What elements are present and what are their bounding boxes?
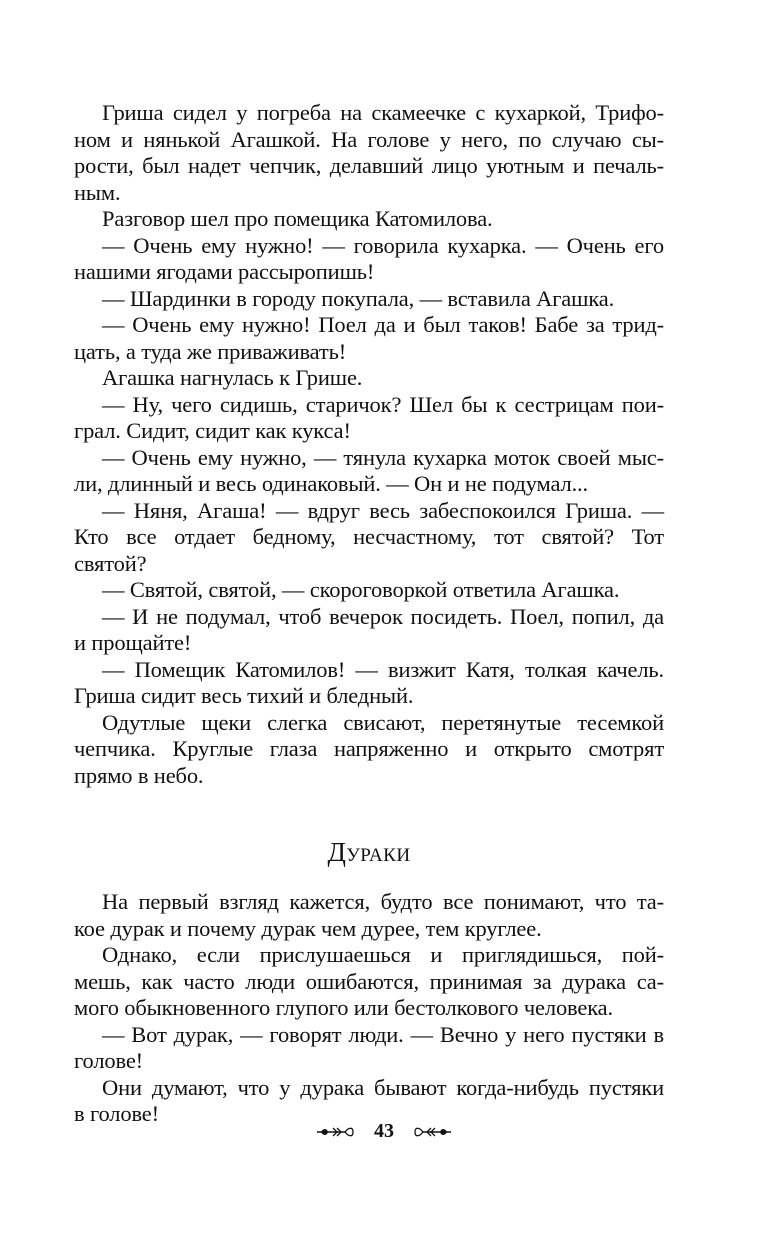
page-number: 43 — [374, 1120, 394, 1142]
text-line: — Помещик Катомилов! — визжит Катя, толкая качель. — [102, 656, 664, 682]
text-line: святой? — [74, 550, 147, 576]
text-line: — Шардинки в городу покупала, — вставила Агашка. — [102, 285, 615, 311]
text-line: голове! — [74, 1048, 144, 1073]
text-line: — Очень ему нужно! — говорила кухарка. — Очень его — [102, 232, 664, 258]
right-fleuron-icon — [413, 1125, 453, 1139]
text-line: — Вот дурак, — говорят люди. — Вечно у него пустяки в — [102, 1021, 664, 1047]
left-fleuron-icon — [315, 1125, 355, 1139]
page-footer — [0, 1118, 768, 1144]
text-line: ном и нянькой Агашкой. На голове у него, по случаю сы- — [74, 126, 664, 152]
text-line: грал. Сидит, сидит как кукса! — [74, 418, 351, 443]
page-body — [74, 100, 664, 1128]
text-line: — И не подумал, чтоб вечерок посидеть. Поел, попил, да — [102, 603, 664, 629]
text-line: Гриша сидел у погреба на скамеечке с кухаркой, Трифо- — [102, 100, 664, 125]
story-end — [74, 100, 664, 789]
text-line: На первый взгляд кажется, будто все понимают, что та- — [102, 889, 664, 914]
text-line: нашими ягодами рассыропишь! — [74, 259, 375, 284]
text-line: Они думают, что у дурака бывают когда-нибудь пустяки — [102, 1074, 664, 1100]
text-line: — Святой, святой, — скороговоркой ответила Агашка. — [102, 577, 620, 602]
text-line: мешь, как часто люди ошибаются, принимая за дурака са- — [74, 968, 664, 994]
text-line: мого обыкновенного глупого или бестолкового человека. — [74, 995, 613, 1020]
text-line: ным. — [74, 179, 121, 205]
text-line: кое дурак и почему дурак чем дурее, тем круглее. — [74, 915, 542, 941]
text-line: — Ну, чего сидишь, старичок? Шел бы к сестрицам пои- — [102, 391, 664, 417]
text-line: Гриша сидит весь тихий и бледный. — [74, 683, 414, 708]
text-line: и прощайте! — [74, 630, 192, 655]
section-title: Дураки — [327, 837, 411, 867]
text-line: Агашка нагнулась к Грише. — [102, 365, 363, 390]
text-line: ли, длинный и весь одинаковый. — Он и не подумал... — [74, 471, 588, 496]
text-line: Кто все отдает бедному, несчастному, тот святой? Тот — [74, 524, 664, 549]
text-line: Разговор шел про помещика Катомилова. — [102, 206, 493, 231]
text-line: цать, а туда же приваживать! — [74, 338, 347, 364]
text-line: рости, был надет чепчик, делавший лицо уютным и печаль- — [74, 153, 664, 178]
text-line: — Очень ему нужно! Поел да и был таков! Бабе за трид- — [102, 312, 664, 337]
text-line: Однако, если прислушаешься и приглядишься, пой- — [102, 942, 664, 967]
text-line: — Няня, Агаша! — вдруг весь забеспокоился Гриша. — — [102, 497, 664, 523]
text-line: Одутлые щеки слегка свисают, перетянутые тесемкой — [102, 709, 664, 735]
text-line: прямо в небо. — [74, 762, 204, 788]
text-line: чепчика. Круглые глаза напряженно и открыто смотрят — [74, 736, 664, 761]
text-line: в голове! — [74, 1101, 159, 1126]
text-line: — Очень ему нужно, — тянула кухарка моток своей мыс- — [102, 444, 664, 470]
section-body — [74, 889, 664, 1128]
